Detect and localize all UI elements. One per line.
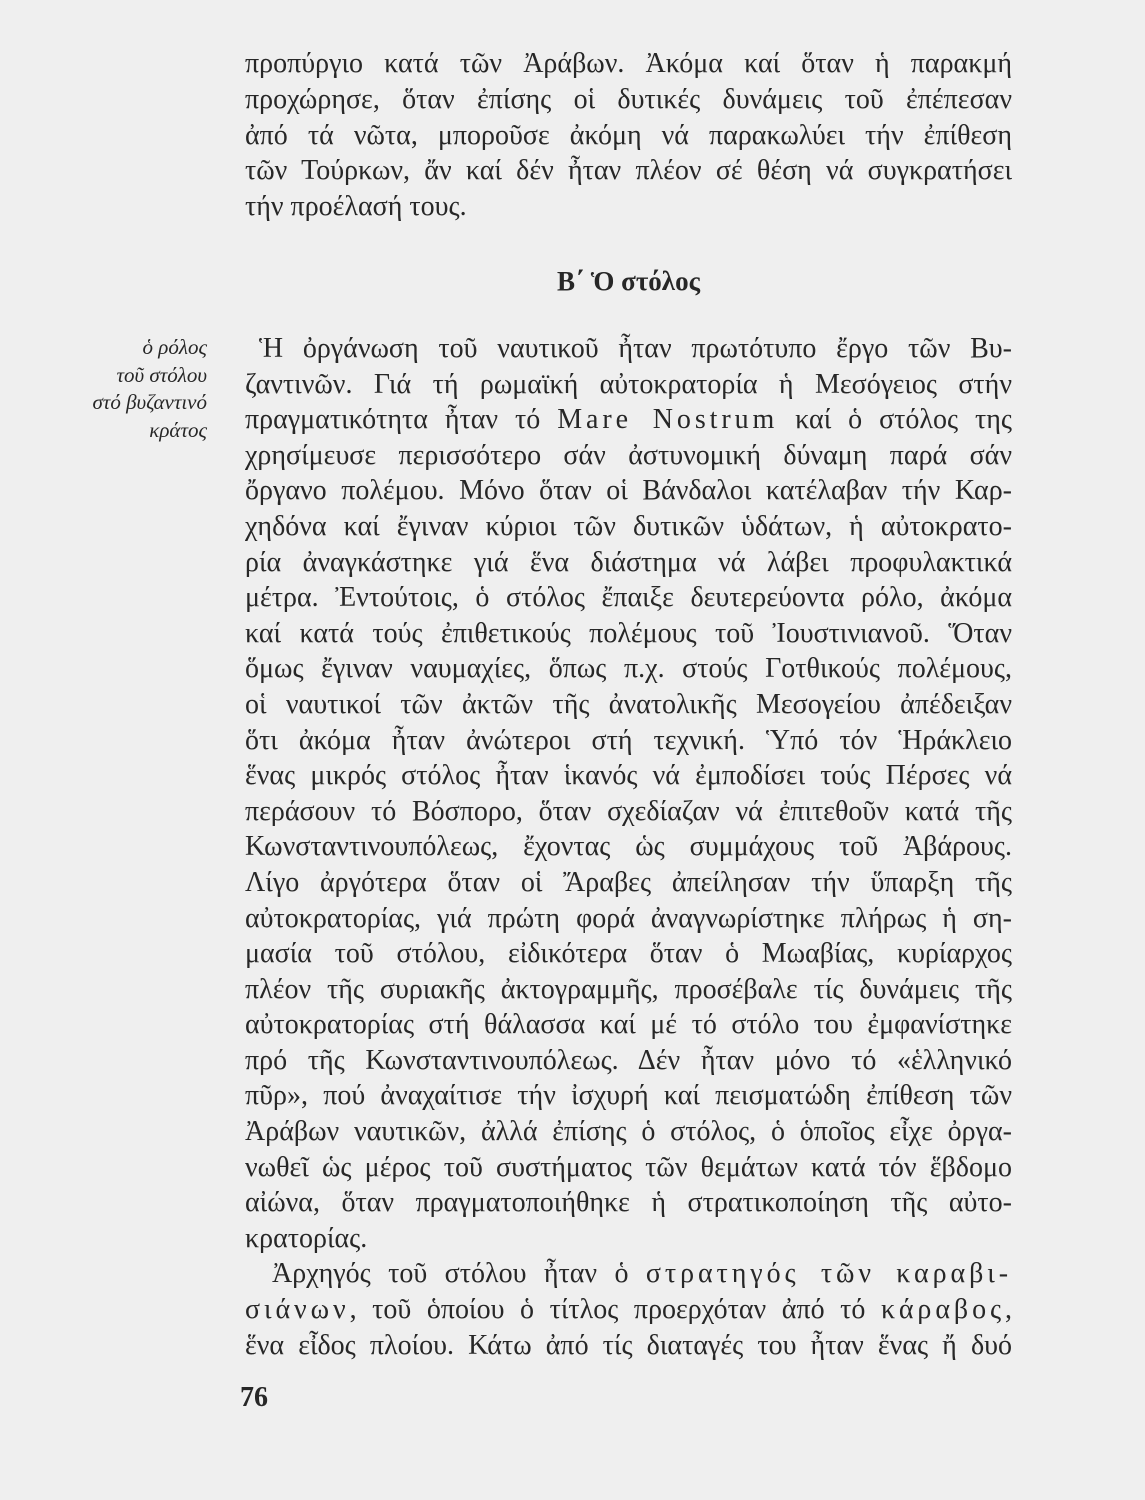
text-segment: Ἀρχηγός τοῦ στόλου ἦταν ὁ [272,1258,646,1290]
text-line: πρό τῆς Κωνσταντινουπόλεως. Δέν ἦταν μόνο τό «ἑλληνικό [245,1044,1012,1076]
text-segment: καί ὁ στόλος της [778,404,1012,436]
text-line [245,1256,1012,1292]
text-line: περάσουν τό Βόσπορο, ὅταν σχεδίαζαν νά ἐπιτεθοῦν κατά τῆς [245,795,1012,827]
text-line: ρία ἀναγκάστηκε γιά ἕνα διάστημα νά λάβει προφυλακτικά [245,546,1012,578]
letterspaced-emphasis: κάραβος [881,1294,1005,1326]
text-line: πλέον τῆς συριακῆς ἀκτογραμμῆς, προσέβαλε τίς δυνάμεις τῆς [245,973,1012,1005]
text-line: Ἀράβων ναυτικῶν, ἀλλά ἐπίσης ὁ στόλος, ὁ ὁποῖος εἶχε ὀργα- [245,1116,1012,1148]
margin-note-line: τοῦ στόλου [116,362,207,387]
margin-note [40,334,207,445]
text-line [245,1292,1012,1328]
text-line: ὅτι ἀκόμα ἦταν ἀνώτεροι στή τεχνική. Ὑπό τόν Ἡράκλειο [245,724,1012,756]
text-line: τήν προέλασή τους. [245,191,467,222]
text-line: ἕνα εἶδος πλοίου. Κάτω ἀπό τίς διαταγές του ἦταν ἕνας ἤ δυό [245,1329,1012,1361]
text-line: τῶν Τούρκων, ἄν καί δέν ἦταν πλέον σέ θέση νά συγκρατήσει [245,155,1012,187]
text-line: χηδόνα καί ἔγιναν κύριοι τῶν δυτικῶν ὑδάτων, ἡ αὐτοκρατο- [245,510,1012,542]
text-line [245,402,1012,438]
margin-note-line: στό βυζαντινό [92,390,207,415]
letterspaced-emphasis: σιάνων [245,1294,350,1326]
text-segment: , [1005,1294,1012,1326]
intro-paragraph [245,46,1012,225]
text-line: αἰώνα, ὅταν πραγματοποιήθηκε ἡ στρατικοποίηση τῆς αὐτο- [245,1187,1012,1219]
text-line: Κωνσταντινουπόλεως, ἔχοντας ὡς συμμάχους τοῦ Ἀβάρους. [245,831,1012,863]
text-line: αὐτοκρατορίας, γιά πρώτη φορά ἀναγνωρίστηκε πλήρως ἡ ση- [245,902,1012,934]
text-line: νωθεῖ ὡς μέρος τοῦ συστήματος τῶν θεμάτων κατά τόν ἕβδομο [245,1151,1012,1183]
text-line: Λίγο ἀργότερα ὅταν οἱ Ἄραβες ἀπείλησαν τήν ὕπαρξη τῆς [245,866,1012,898]
margin-note-line: ὁ ρόλος [142,335,207,359]
margin-note-line: κράτος [149,418,207,443]
text-line: ἀπό τά νῶτα, μποροῦσε ἀκόμη νά παρακωλύει τήν ἐπίθεση [245,119,1012,151]
text-line: Ἡ ὀργάνωση τοῦ ναυτικοῦ ἦταν πρωτότυπο ἔργο τῶν Βυ- [259,333,1012,364]
section-body [245,331,1012,1363]
text-line: ζαντινῶν. Γιά τή ρωμαϊκή αὐτοκρατορία ἡ Μεσόγειος στήν [245,368,1012,400]
text-line: προπύργιο κατά τῶν Ἀράβων. Ἀκόμα καί ὅταν ἡ παρακμή [245,48,1012,79]
text-line: κρατορίας. [245,1222,368,1254]
text-segment: , τοῦ ὁποίου ὁ τίτλος προερχόταν ἀπό τό [349,1294,882,1326]
section-heading: Β΄ Ὁ στόλος [557,266,700,296]
page-number: 76 [240,1382,268,1413]
text-line: προχώρησε, ὅταν ἐπίσης οἱ δυτικές δυνάμεις τοῦ ἐπέπεσαν [245,83,1012,115]
text-line: ὅμως ἔγιναν ναυμαχίες, ὅπως π.χ. στούς Γοτθικούς πολέμους, [245,653,1012,685]
text-line: χρησίμευσε περισσότερο σάν ἀστυνομική δύναμη παρά σάν [245,439,1012,471]
paragraph [245,1256,1012,1363]
text-line: ἕνας μικρός στόλος ἦταν ἱκανός νά ἐμποδίσει τούς Πέρσες νά [245,760,1012,792]
text-line: μέτρα. Ἐντούτοις, ὁ στόλος ἔπαιξε δευτερεύοντα ρόλο, ἀκόμα [245,582,1012,614]
text-line: καί κατά τούς ἐπιθετικούς πολέμους τοῦ Ἰουστινιανοῦ. Ὅταν [245,617,1012,649]
text-line: οἱ ναυτικοί τῶν ἀκτῶν τῆς ἀνατολικῆς Μεσογείου ἀπέδειξαν [245,688,1012,720]
text-line: ὄργανο πολέμου. Μόνο ὅταν οἱ Βάνδαλοι κατέλαβαν τήν Καρ- [245,475,1012,507]
text-line: πῦρ», πού ἀναχαίτισε τήν ἰσχυρή καί πεισματώδη ἐπίθεση τῶν [245,1080,1012,1112]
text-segment: πραγματικότητα ἦταν τό [245,404,558,436]
text-line: μασία τοῦ στόλου, εἰδικότερα ὅταν ὁ Μωαβίας, κυρίαρχος [245,938,1012,970]
text-line: αὐτοκρατορίας στή θάλασσα καί μέ τό στόλο του ἐμφανίστηκε [245,1009,1012,1041]
letterspaced-emphasis: στρατηγός τῶν καραβι- [645,1258,1012,1290]
paragraph [245,331,1012,1256]
letterspaced-emphasis: Mare Nostrum [557,404,779,436]
